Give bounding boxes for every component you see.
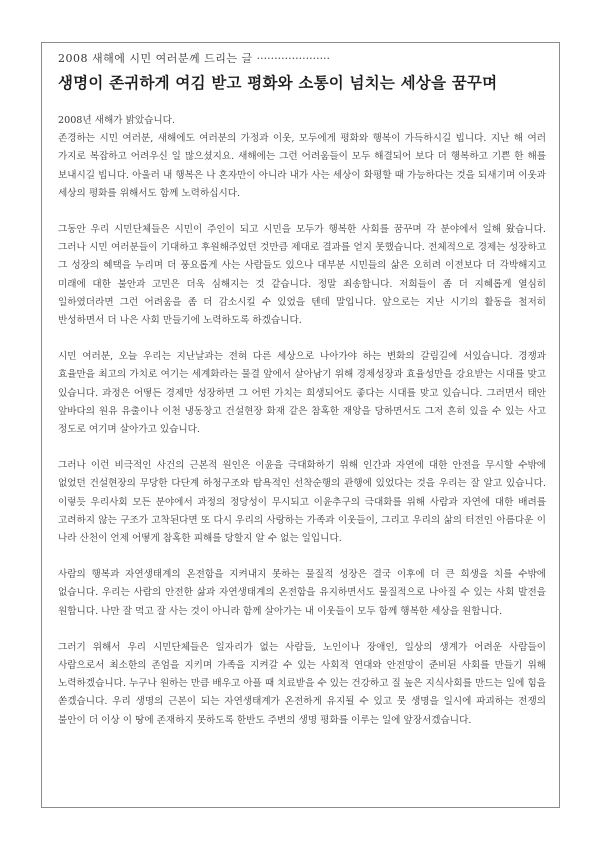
letter-body bbox=[58, 112, 546, 730]
paragraph-1: 존경하는 시민 여러분, 새해에도 여러분의 가정과 이웃, 모두에게 평화와 행복이 가득하시길 빕니다. 지난 해 여러 가지로 복잡하고 어려우신 일 많으셨지요. 새해에는 그런 어려움들이 모두 해결되어 보다 더 행복하고 기쁜 한 해를 보내시길 빕니다. 아울러 내 행복은 나 혼자만이 아니라 내가 사는 세상이 화평할 때 가능하다는 것을 되새기며 이웃과 세상의 평화를 위해서도 함께 노력하십시다. bbox=[58, 133, 546, 199]
paragraph-6: 그러기 위해서 우리 시민단체들은 일자리가 없는 사람들, 노인이나 장애인, 일상의 생계가 어려운 사람들이 사람으로서 최소한의 존엄을 지키며 가족을 지켜갈 수 있는 사회적 연대와 안전망이 준비된 사회를 만들기 위해 노력하겠습니다. 누구나 원하는 만큼 배우고 아플 때 치료받을 수 있는 건강하고 질 높은 지식사회를 만드는 일에 힘을 쏟겠습니다. 우리 생명의 근본이 되는 자연생태계가 온전하게 유지될 수 있고 뭇 생명을 일시에 파괴하는 전쟁의 불안이 더 이상 이 땅에 존재하지 못하도록 한반도 주변의 생명 평화를 이루는 일에 앞장서겠습니다. bbox=[58, 641, 546, 726]
header-dots: ····················· bbox=[256, 52, 331, 65]
paragraph-5: 사람의 행복과 자연생태계의 온전함을 지켜내지 못하는 물질적 성장은 결국 이후에 더 큰 희생을 치를 수밖에 없습니다. 우리는 사람의 안전한 삶과 자연생태계의 온전함을 유지하면서도 물질적으로 나아질 수 있는 사회 발전을 원합니다. 나만 잘 먹고 잘 사는 것이 아니라 함께 살아가는 내 이웃들이 모두 함께 행복한 세상을 원합니다. bbox=[58, 569, 546, 617]
paragraph-3: 시민 여러분, 오늘 우리는 지난날과는 전혀 다른 세상으로 나아가야 하는 변화의 갈림길에 서있습니다. 경쟁과 효율만을 최고의 가치로 여기는 세계화라는 물결 앞에서 살아남기 위해 경제성장과 효율성만을 강요받는 시대를 맞고 있습니다. 과정은 어떻든 경제만 성장하면 그 어떤 가치는 희생되어도 좋다는 시대를 맞고 있습니다. 그러면서 태안 앞바다의 원유 유출이나 이천 냉동창고 건설현장 화재 같은 참혹한 재앙을 당하면서도 그저 흔히 있을 수 있는 사고 정도로 여기며 살아가고 있습니다. bbox=[58, 351, 546, 436]
greeting-line: 2008년 새해가 밝았습니다. bbox=[58, 115, 175, 126]
letter-content bbox=[58, 50, 546, 748]
paragraph-2: 그동안 우리 시민단체들은 시민이 주인이 되고 시민을 모두가 행복한 사회를 꿈꾸며 각 분야에서 일해 왔습니다. 그러나 시민 여러분들이 기대하고 후원해주었던 것만큼 제대로 결과를 얻지 못했습니다. 전체적으로 경제는 성장하고 그 성장의 혜택을 누리며 더 풍요롭게 사는 사람들도 있으나 대부분 시민들의 삶은 오히려 이전보다 더 각박해지고 미래에 대한 불안과 고민은 더욱 심해지는 것 같습니다. 정말 죄송합니다. 저희들이 좀 더 지혜롭게 열심히 일하였더라면 그런 어려움을 좀 더 감소시킬 수 있었을 텐데 말입니다. 앞으로는 지난 시기의 활동을 철저히 반성하면서 더 나은 사회 만들기에 노력하도록 하겠습니다. bbox=[58, 224, 546, 327]
letter-header bbox=[58, 50, 546, 68]
header-subtitle: 2008 새해에 시민 여러분께 드리는 글 bbox=[58, 52, 253, 65]
paragraph-4: 그러나 이런 비극적인 사건의 근본적 원인은 이윤을 극대화하기 위해 인간과 자연에 대한 안전을 무시할 수밖에 없었던 건설현장의 무당한 다단계 하청구조와 탐욕적인 선착순행의 관행에 있었다는 것을 우리는 잘 알고 있습니다. 이렇듯 우리사회 모든 분야에서 과정의 정당성이 무시되고 이윤추구의 극대화를 위해 사람과 자연에 대한 배려를 고려하지 않는 구조가 고착된다면 또 다시 우리의 사랑하는 가족과 이웃들이, 그리고 우리의 삶의 터전인 아름다운 이 나라 산천이 언제 어떻게 참혹한 피해를 당할지 알 수 없는 일입니다. bbox=[58, 460, 546, 545]
letter-title: 생명이 존귀하게 여김 받고 평화와 소통이 넘치는 세상을 꿈꾸며 bbox=[58, 74, 498, 92]
